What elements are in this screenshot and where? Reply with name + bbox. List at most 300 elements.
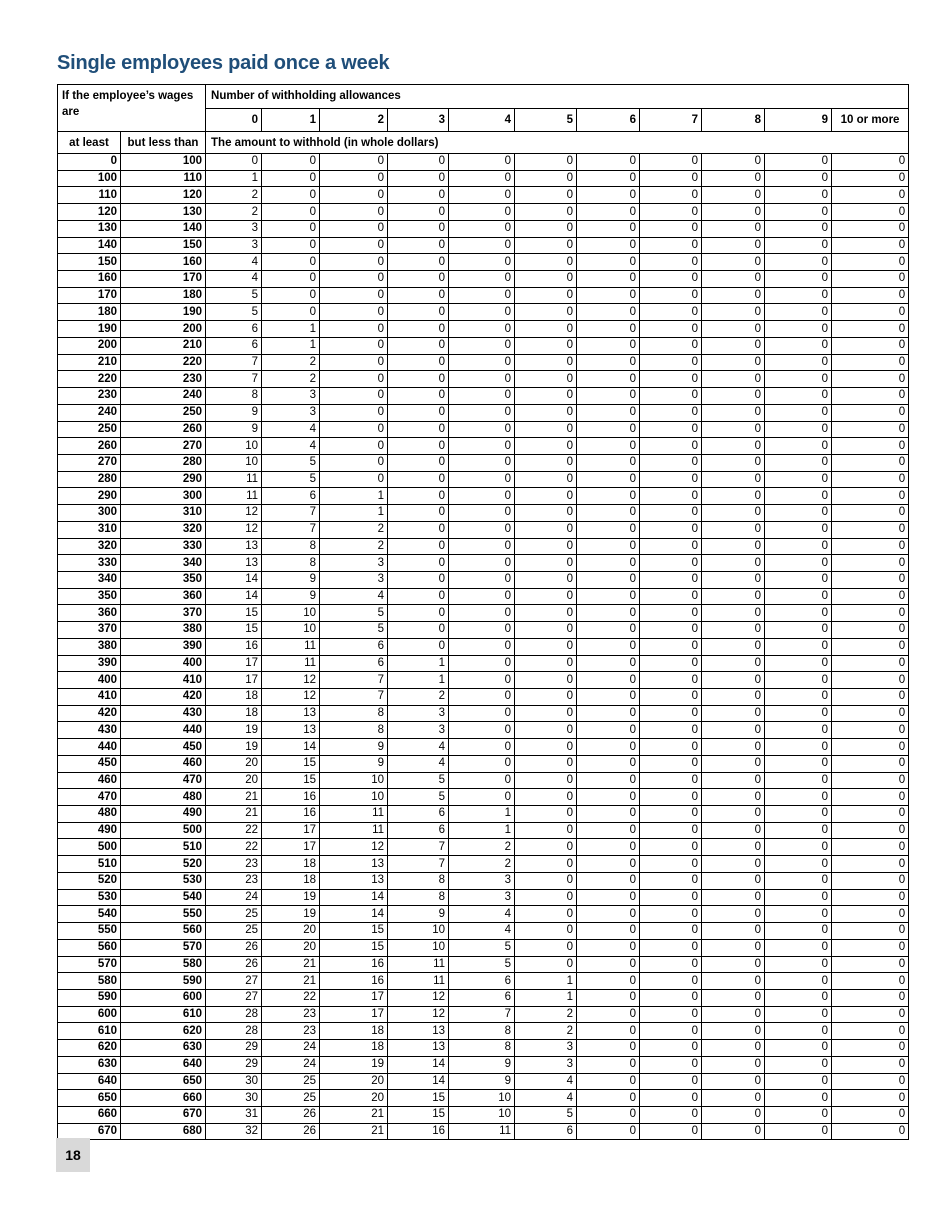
withholding-amount-cell: 0 xyxy=(206,154,262,171)
withholding-amount-cell: 27 xyxy=(206,989,262,1006)
withholding-amount-cell: 0 xyxy=(577,605,640,622)
withholding-amount-cell: 0 xyxy=(577,254,640,271)
withholding-amount-cell: 0 xyxy=(577,1040,640,1057)
withholding-amount-cell: 0 xyxy=(765,371,832,388)
withholding-amount-cell: 0 xyxy=(449,237,515,254)
withholding-amount-cell: 0 xyxy=(832,454,909,471)
withholding-amount-cell: 0 xyxy=(765,956,832,973)
withholding-amount-cell: 8 xyxy=(449,1040,515,1057)
withholding-amount-cell: 0 xyxy=(832,872,909,889)
withholding-amount-cell: 0 xyxy=(262,187,320,204)
withholding-amount-cell: 28 xyxy=(206,1006,262,1023)
withholding-amount-cell: 7 xyxy=(388,856,449,873)
withholding-amount-cell: 0 xyxy=(640,789,702,806)
withholding-amount-cell: 14 xyxy=(388,1073,449,1090)
withholding-amount-cell: 3 xyxy=(262,388,320,405)
table-row xyxy=(58,588,909,605)
withholding-amount-cell: 0 xyxy=(702,471,765,488)
withholding-amount-cell: 0 xyxy=(515,154,577,171)
withholding-amount-cell: 0 xyxy=(702,571,765,588)
withholding-amount-cell: 0 xyxy=(640,588,702,605)
withholding-amount-cell: 0 xyxy=(577,973,640,990)
withholding-amount-cell: 0 xyxy=(832,154,909,171)
wage-less-than-cell: 170 xyxy=(121,271,206,288)
withholding-amount-cell: 9 xyxy=(320,755,388,772)
withholding-amount-cell: 3 xyxy=(449,872,515,889)
withholding-amount-cell: 0 xyxy=(388,287,449,304)
withholding-amount-cell: 1 xyxy=(262,321,320,338)
withholding-amount-cell: 10 xyxy=(388,939,449,956)
wage-less-than-cell: 350 xyxy=(121,571,206,588)
withholding-amount-cell: 0 xyxy=(832,304,909,321)
wage-at-least-cell: 400 xyxy=(58,672,121,689)
withholding-amount-cell: 0 xyxy=(765,939,832,956)
withholding-amount-cell: 24 xyxy=(206,889,262,906)
wage-at-least-cell: 480 xyxy=(58,806,121,823)
withholding-amount-cell: 0 xyxy=(515,705,577,722)
withholding-amount-cell: 0 xyxy=(515,889,577,906)
withholding-amount-cell: 0 xyxy=(832,939,909,956)
withholding-amount-cell: 4 xyxy=(320,588,388,605)
withholding-amount-cell: 0 xyxy=(832,505,909,522)
withholding-amount-cell: 20 xyxy=(206,755,262,772)
wage-at-least-cell: 180 xyxy=(58,304,121,321)
withholding-amount-cell: 0 xyxy=(515,421,577,438)
table-row xyxy=(58,1123,909,1140)
withholding-amount-cell: 4 xyxy=(515,1090,577,1107)
wage-at-least-cell: 440 xyxy=(58,739,121,756)
wage-at-least-cell: 330 xyxy=(58,555,121,572)
withholding-amount-cell: 0 xyxy=(320,287,388,304)
withholding-amount-cell: 0 xyxy=(832,287,909,304)
withholding-amount-cell: 0 xyxy=(515,856,577,873)
withholding-amount-cell: 0 xyxy=(515,571,577,588)
withholding-amount-cell: 0 xyxy=(449,655,515,672)
withholding-amount-cell: 0 xyxy=(832,1040,909,1057)
withholding-amount-cell: 24 xyxy=(262,1040,320,1057)
withholding-amount-cell: 26 xyxy=(206,956,262,973)
withholding-amount-cell: 1 xyxy=(388,655,449,672)
withholding-amount-cell: 0 xyxy=(832,1123,909,1140)
withholding-amount-cell: 0 xyxy=(702,371,765,388)
withholding-amount-cell: 0 xyxy=(765,421,832,438)
allowances-header: Number of withholding allowances xyxy=(206,85,909,109)
withholding-amount-cell: 0 xyxy=(449,304,515,321)
withholding-amount-cell: 10 xyxy=(388,923,449,940)
withholding-amount-cell: 0 xyxy=(577,404,640,421)
withholding-amount-cell: 0 xyxy=(702,789,765,806)
withholding-amount-cell: 3 xyxy=(206,220,262,237)
withholding-amount-cell: 0 xyxy=(640,839,702,856)
withholding-amount-cell: 15 xyxy=(388,1106,449,1123)
wage-less-than-cell: 320 xyxy=(121,521,206,538)
withholding-amount-cell: 0 xyxy=(832,271,909,288)
table-row xyxy=(58,404,909,421)
allowance-col-header: 0 xyxy=(206,108,262,132)
withholding-amount-cell: 0 xyxy=(702,806,765,823)
withholding-amount-cell: 0 xyxy=(388,438,449,455)
withholding-amount-cell: 23 xyxy=(206,856,262,873)
withholding-amount-cell: 15 xyxy=(262,755,320,772)
wage-less-than-cell: 230 xyxy=(121,371,206,388)
withholding-amount-cell: 0 xyxy=(577,789,640,806)
withholding-amount-cell: 0 xyxy=(765,488,832,505)
withholding-amount-cell: 0 xyxy=(449,789,515,806)
wage-at-least-cell: 620 xyxy=(58,1040,121,1057)
withholding-amount-cell: 0 xyxy=(577,571,640,588)
withholding-amount-cell: 0 xyxy=(765,755,832,772)
withholding-amount-cell: 0 xyxy=(515,287,577,304)
table-row xyxy=(58,571,909,588)
withholding-amount-cell: 5 xyxy=(206,304,262,321)
wage-at-least-cell: 200 xyxy=(58,337,121,354)
wage-at-least-cell: 220 xyxy=(58,371,121,388)
withholding-amount-cell: 0 xyxy=(449,354,515,371)
withholding-amount-cell: 0 xyxy=(640,170,702,187)
withholding-amount-cell: 3 xyxy=(388,722,449,739)
withholding-amount-cell: 0 xyxy=(449,371,515,388)
withholding-amount-cell: 21 xyxy=(262,956,320,973)
wage-less-than-cell: 380 xyxy=(121,622,206,639)
withholding-amount-cell: 0 xyxy=(832,956,909,973)
withholding-amount-cell: 15 xyxy=(262,772,320,789)
wage-less-than-cell: 300 xyxy=(121,488,206,505)
withholding-amount-cell: 0 xyxy=(577,722,640,739)
withholding-amount-cell: 0 xyxy=(832,839,909,856)
allowance-col-header: 5 xyxy=(515,108,577,132)
withholding-amount-cell: 0 xyxy=(640,689,702,706)
withholding-amount-cell: 0 xyxy=(640,872,702,889)
withholding-amount-cell: 5 xyxy=(206,287,262,304)
withholding-amount-cell: 23 xyxy=(262,1006,320,1023)
withholding-amount-cell: 0 xyxy=(577,1106,640,1123)
withholding-amount-cell: 14 xyxy=(320,906,388,923)
table-row xyxy=(58,1056,909,1073)
withholding-amount-cell: 0 xyxy=(702,154,765,171)
withholding-amount-cell: 0 xyxy=(702,421,765,438)
withholding-amount-cell: 2 xyxy=(449,839,515,856)
withholding-amount-cell: 25 xyxy=(262,1090,320,1107)
withholding-amount-cell: 0 xyxy=(702,204,765,221)
table-row xyxy=(58,254,909,271)
withholding-amount-cell: 0 xyxy=(515,638,577,655)
wage-less-than-cell: 480 xyxy=(121,789,206,806)
table-row xyxy=(58,354,909,371)
withholding-amount-cell: 0 xyxy=(765,923,832,940)
withholding-amount-cell: 12 xyxy=(320,839,388,856)
withholding-amount-cell: 5 xyxy=(449,956,515,973)
wage-at-least-cell: 490 xyxy=(58,822,121,839)
withholding-amount-cell: 0 xyxy=(702,1106,765,1123)
withholding-amount-cell: 0 xyxy=(388,404,449,421)
withholding-amount-cell: 0 xyxy=(702,822,765,839)
withholding-amount-cell: 0 xyxy=(320,170,388,187)
wage-at-least-cell: 670 xyxy=(58,1123,121,1140)
wage-at-least-cell: 600 xyxy=(58,1006,121,1023)
withholding-amount-cell: 9 xyxy=(206,421,262,438)
withholding-amount-cell: 17 xyxy=(320,1006,388,1023)
withholding-amount-cell: 3 xyxy=(262,404,320,421)
withholding-amount-cell: 0 xyxy=(702,1073,765,1090)
wage-at-least-cell: 140 xyxy=(58,237,121,254)
wage-at-least-cell: 230 xyxy=(58,388,121,405)
withholding-amount-cell: 0 xyxy=(640,571,702,588)
withholding-amount-cell: 6 xyxy=(320,655,388,672)
withholding-amount-cell: 0 xyxy=(388,421,449,438)
table-row xyxy=(58,872,909,889)
withholding-amount-cell: 0 xyxy=(320,237,388,254)
withholding-amount-cell: 6 xyxy=(449,973,515,990)
withholding-amount-cell: 0 xyxy=(577,872,640,889)
withholding-amount-cell: 7 xyxy=(206,354,262,371)
withholding-amount-cell: 0 xyxy=(449,705,515,722)
withholding-amount-cell: 0 xyxy=(388,371,449,388)
wage-at-least-cell: 340 xyxy=(58,571,121,588)
withholding-amount-cell: 0 xyxy=(388,237,449,254)
withholding-amount-cell: 0 xyxy=(832,438,909,455)
withholding-amount-cell: 0 xyxy=(765,555,832,572)
withholding-amount-cell: 1 xyxy=(320,488,388,505)
table-row xyxy=(58,1006,909,1023)
withholding-amount-cell: 1 xyxy=(449,806,515,823)
wage-less-than-cell: 600 xyxy=(121,989,206,1006)
withholding-amount-cell: 21 xyxy=(262,973,320,990)
withholding-amount-cell: 0 xyxy=(832,1090,909,1107)
withholding-amount-cell: 0 xyxy=(577,705,640,722)
table-row xyxy=(58,672,909,689)
withholding-amount-cell: 0 xyxy=(449,421,515,438)
withholding-amount-cell: 7 xyxy=(388,839,449,856)
wage-at-least-cell: 110 xyxy=(58,187,121,204)
withholding-amount-cell: 0 xyxy=(262,304,320,321)
withholding-amount-cell: 14 xyxy=(320,889,388,906)
withholding-amount-cell: 3 xyxy=(320,571,388,588)
withholding-amount-cell: 0 xyxy=(832,856,909,873)
wage-less-than-cell: 280 xyxy=(121,454,206,471)
withholding-amount-cell: 0 xyxy=(702,672,765,689)
wage-less-than-cell: 560 xyxy=(121,923,206,940)
wage-less-than-cell: 650 xyxy=(121,1073,206,1090)
withholding-amount-cell: 11 xyxy=(262,655,320,672)
withholding-amount-cell: 0 xyxy=(832,755,909,772)
withholding-amount-cell: 31 xyxy=(206,1106,262,1123)
wage-at-least-cell: 310 xyxy=(58,521,121,538)
withholding-amount-cell: 21 xyxy=(206,789,262,806)
table-row xyxy=(58,973,909,990)
withholding-amount-cell: 0 xyxy=(640,705,702,722)
withholding-amount-cell: 0 xyxy=(515,337,577,354)
withholding-amount-cell: 0 xyxy=(577,555,640,572)
withholding-amount-cell: 0 xyxy=(320,304,388,321)
withholding-amount-cell: 0 xyxy=(765,655,832,672)
table-row xyxy=(58,371,909,388)
withholding-amount-cell: 0 xyxy=(640,220,702,237)
withholding-amount-cell: 13 xyxy=(206,555,262,572)
wage-at-least-cell: 130 xyxy=(58,220,121,237)
withholding-amount-cell: 5 xyxy=(515,1106,577,1123)
withholding-amount-cell: 0 xyxy=(577,839,640,856)
withholding-amount-cell: 6 xyxy=(388,822,449,839)
withholding-amount-cell: 0 xyxy=(320,471,388,488)
wage-at-least-cell: 190 xyxy=(58,321,121,338)
withholding-amount-cell: 0 xyxy=(702,973,765,990)
withholding-amount-cell: 0 xyxy=(765,906,832,923)
withholding-amount-cell: 0 xyxy=(577,772,640,789)
withholding-amount-cell: 0 xyxy=(640,806,702,823)
withholding-amount-cell: 0 xyxy=(832,538,909,555)
wage-less-than-cell: 670 xyxy=(121,1106,206,1123)
wage-less-than-cell: 460 xyxy=(121,755,206,772)
withholding-amount-cell: 0 xyxy=(515,789,577,806)
withholding-amount-cell: 0 xyxy=(449,689,515,706)
withholding-amount-cell: 18 xyxy=(262,872,320,889)
withholding-amount-cell: 16 xyxy=(262,806,320,823)
withholding-amount-cell: 4 xyxy=(515,1073,577,1090)
withholding-amount-cell: 2 xyxy=(206,187,262,204)
withholding-amount-cell: 25 xyxy=(206,906,262,923)
wage-less-than-cell: 130 xyxy=(121,204,206,221)
table-row xyxy=(58,1073,909,1090)
withholding-amount-cell: 30 xyxy=(206,1090,262,1107)
wage-less-than-cell: 680 xyxy=(121,1123,206,1140)
withholding-amount-cell: 0 xyxy=(388,638,449,655)
wage-less-than-cell: 580 xyxy=(121,956,206,973)
withholding-amount-cell: 26 xyxy=(262,1106,320,1123)
withholding-amount-cell: 8 xyxy=(388,872,449,889)
withholding-amount-cell: 0 xyxy=(515,388,577,405)
withholding-amount-cell: 3 xyxy=(515,1040,577,1057)
withholding-amount-cell: 0 xyxy=(449,187,515,204)
withholding-amount-cell: 9 xyxy=(262,588,320,605)
withholding-amount-cell: 0 xyxy=(765,505,832,522)
wage-at-least-cell: 150 xyxy=(58,254,121,271)
withholding-table xyxy=(57,84,909,1140)
withholding-amount-cell: 0 xyxy=(702,488,765,505)
withholding-amount-cell: 20 xyxy=(206,772,262,789)
withholding-amount-cell: 4 xyxy=(262,438,320,455)
withholding-amount-cell: 0 xyxy=(262,287,320,304)
withholding-amount-cell: 20 xyxy=(262,939,320,956)
but-less-than-header: but less than xyxy=(121,132,206,154)
withholding-amount-cell: 0 xyxy=(449,471,515,488)
withholding-amount-cell: 0 xyxy=(832,204,909,221)
withholding-amount-cell: 0 xyxy=(449,254,515,271)
wage-less-than-cell: 180 xyxy=(121,287,206,304)
withholding-amount-cell: 0 xyxy=(765,1040,832,1057)
withholding-amount-cell: 0 xyxy=(577,421,640,438)
withholding-amount-cell: 0 xyxy=(832,488,909,505)
table-row xyxy=(58,856,909,873)
withholding-amount-cell: 7 xyxy=(449,1006,515,1023)
withholding-amount-cell: 0 xyxy=(832,371,909,388)
table-row xyxy=(58,956,909,973)
table-row xyxy=(58,655,909,672)
withholding-amount-cell: 0 xyxy=(262,220,320,237)
withholding-amount-cell: 0 xyxy=(765,856,832,873)
withholding-amount-cell: 20 xyxy=(262,923,320,940)
withholding-amount-cell: 0 xyxy=(515,438,577,455)
withholding-amount-cell: 0 xyxy=(388,388,449,405)
withholding-amount-cell: 0 xyxy=(702,187,765,204)
withholding-amount-cell: 11 xyxy=(388,973,449,990)
withholding-amount-cell: 0 xyxy=(515,505,577,522)
withholding-amount-cell: 0 xyxy=(832,605,909,622)
withholding-amount-cell: 0 xyxy=(702,1123,765,1140)
withholding-amount-cell: 6 xyxy=(206,321,262,338)
withholding-amount-cell: 0 xyxy=(640,622,702,639)
wage-at-least-cell: 560 xyxy=(58,939,121,956)
table-row xyxy=(58,538,909,555)
withholding-amount-cell: 19 xyxy=(206,739,262,756)
withholding-amount-cell: 0 xyxy=(702,404,765,421)
wage-at-least-cell: 500 xyxy=(58,839,121,856)
withholding-amount-cell: 26 xyxy=(206,939,262,956)
withholding-amount-cell: 0 xyxy=(515,304,577,321)
withholding-amount-cell: 0 xyxy=(832,772,909,789)
withholding-amount-cell: 0 xyxy=(515,254,577,271)
withholding-amount-cell: 0 xyxy=(702,689,765,706)
table-row xyxy=(58,438,909,455)
withholding-amount-cell: 4 xyxy=(206,254,262,271)
withholding-amount-cell: 0 xyxy=(388,154,449,171)
wage-less-than-cell: 100 xyxy=(121,154,206,171)
wage-less-than-cell: 240 xyxy=(121,388,206,405)
withholding-amount-cell: 0 xyxy=(577,638,640,655)
allowance-col-header: 9 xyxy=(765,108,832,132)
withholding-amount-cell: 0 xyxy=(515,555,577,572)
wage-less-than-cell: 260 xyxy=(121,421,206,438)
withholding-amount-cell: 0 xyxy=(702,622,765,639)
withholding-amount-cell: 0 xyxy=(640,438,702,455)
withholding-amount-cell: 0 xyxy=(577,321,640,338)
withholding-amount-cell: 0 xyxy=(765,1106,832,1123)
withholding-amount-cell: 0 xyxy=(320,220,388,237)
withholding-amount-cell: 0 xyxy=(832,806,909,823)
wage-less-than-cell: 190 xyxy=(121,304,206,321)
withholding-amount-cell: 0 xyxy=(388,220,449,237)
table-row xyxy=(58,521,909,538)
wage-at-least-cell: 170 xyxy=(58,287,121,304)
table-row xyxy=(58,739,909,756)
withholding-amount-cell: 3 xyxy=(515,1056,577,1073)
wage-at-least-cell: 240 xyxy=(58,404,121,421)
withholding-amount-cell: 0 xyxy=(832,655,909,672)
wage-at-least-cell: 650 xyxy=(58,1090,121,1107)
withholding-amount-cell: 0 xyxy=(640,956,702,973)
withholding-amount-cell: 13 xyxy=(262,722,320,739)
withholding-amount-cell: 10 xyxy=(449,1090,515,1107)
withholding-amount-cell: 0 xyxy=(832,404,909,421)
withholding-amount-cell: 0 xyxy=(702,1090,765,1107)
wage-at-least-cell: 390 xyxy=(58,655,121,672)
withholding-amount-cell: 0 xyxy=(449,287,515,304)
withholding-amount-cell: 0 xyxy=(702,739,765,756)
wage-less-than-cell: 470 xyxy=(121,772,206,789)
withholding-amount-cell: 0 xyxy=(577,304,640,321)
allowance-col-header: 10 or more xyxy=(832,108,909,132)
withholding-amount-cell: 17 xyxy=(206,655,262,672)
withholding-amount-cell: 29 xyxy=(206,1056,262,1073)
withholding-amount-cell: 0 xyxy=(515,404,577,421)
withholding-amount-cell: 0 xyxy=(320,454,388,471)
table-row xyxy=(58,220,909,237)
withholding-amount-cell: 8 xyxy=(262,555,320,572)
withholding-amount-cell: 0 xyxy=(262,154,320,171)
table-row xyxy=(58,705,909,722)
table-row xyxy=(58,271,909,288)
withholding-amount-cell: 0 xyxy=(702,1056,765,1073)
withholding-amount-cell: 0 xyxy=(702,354,765,371)
